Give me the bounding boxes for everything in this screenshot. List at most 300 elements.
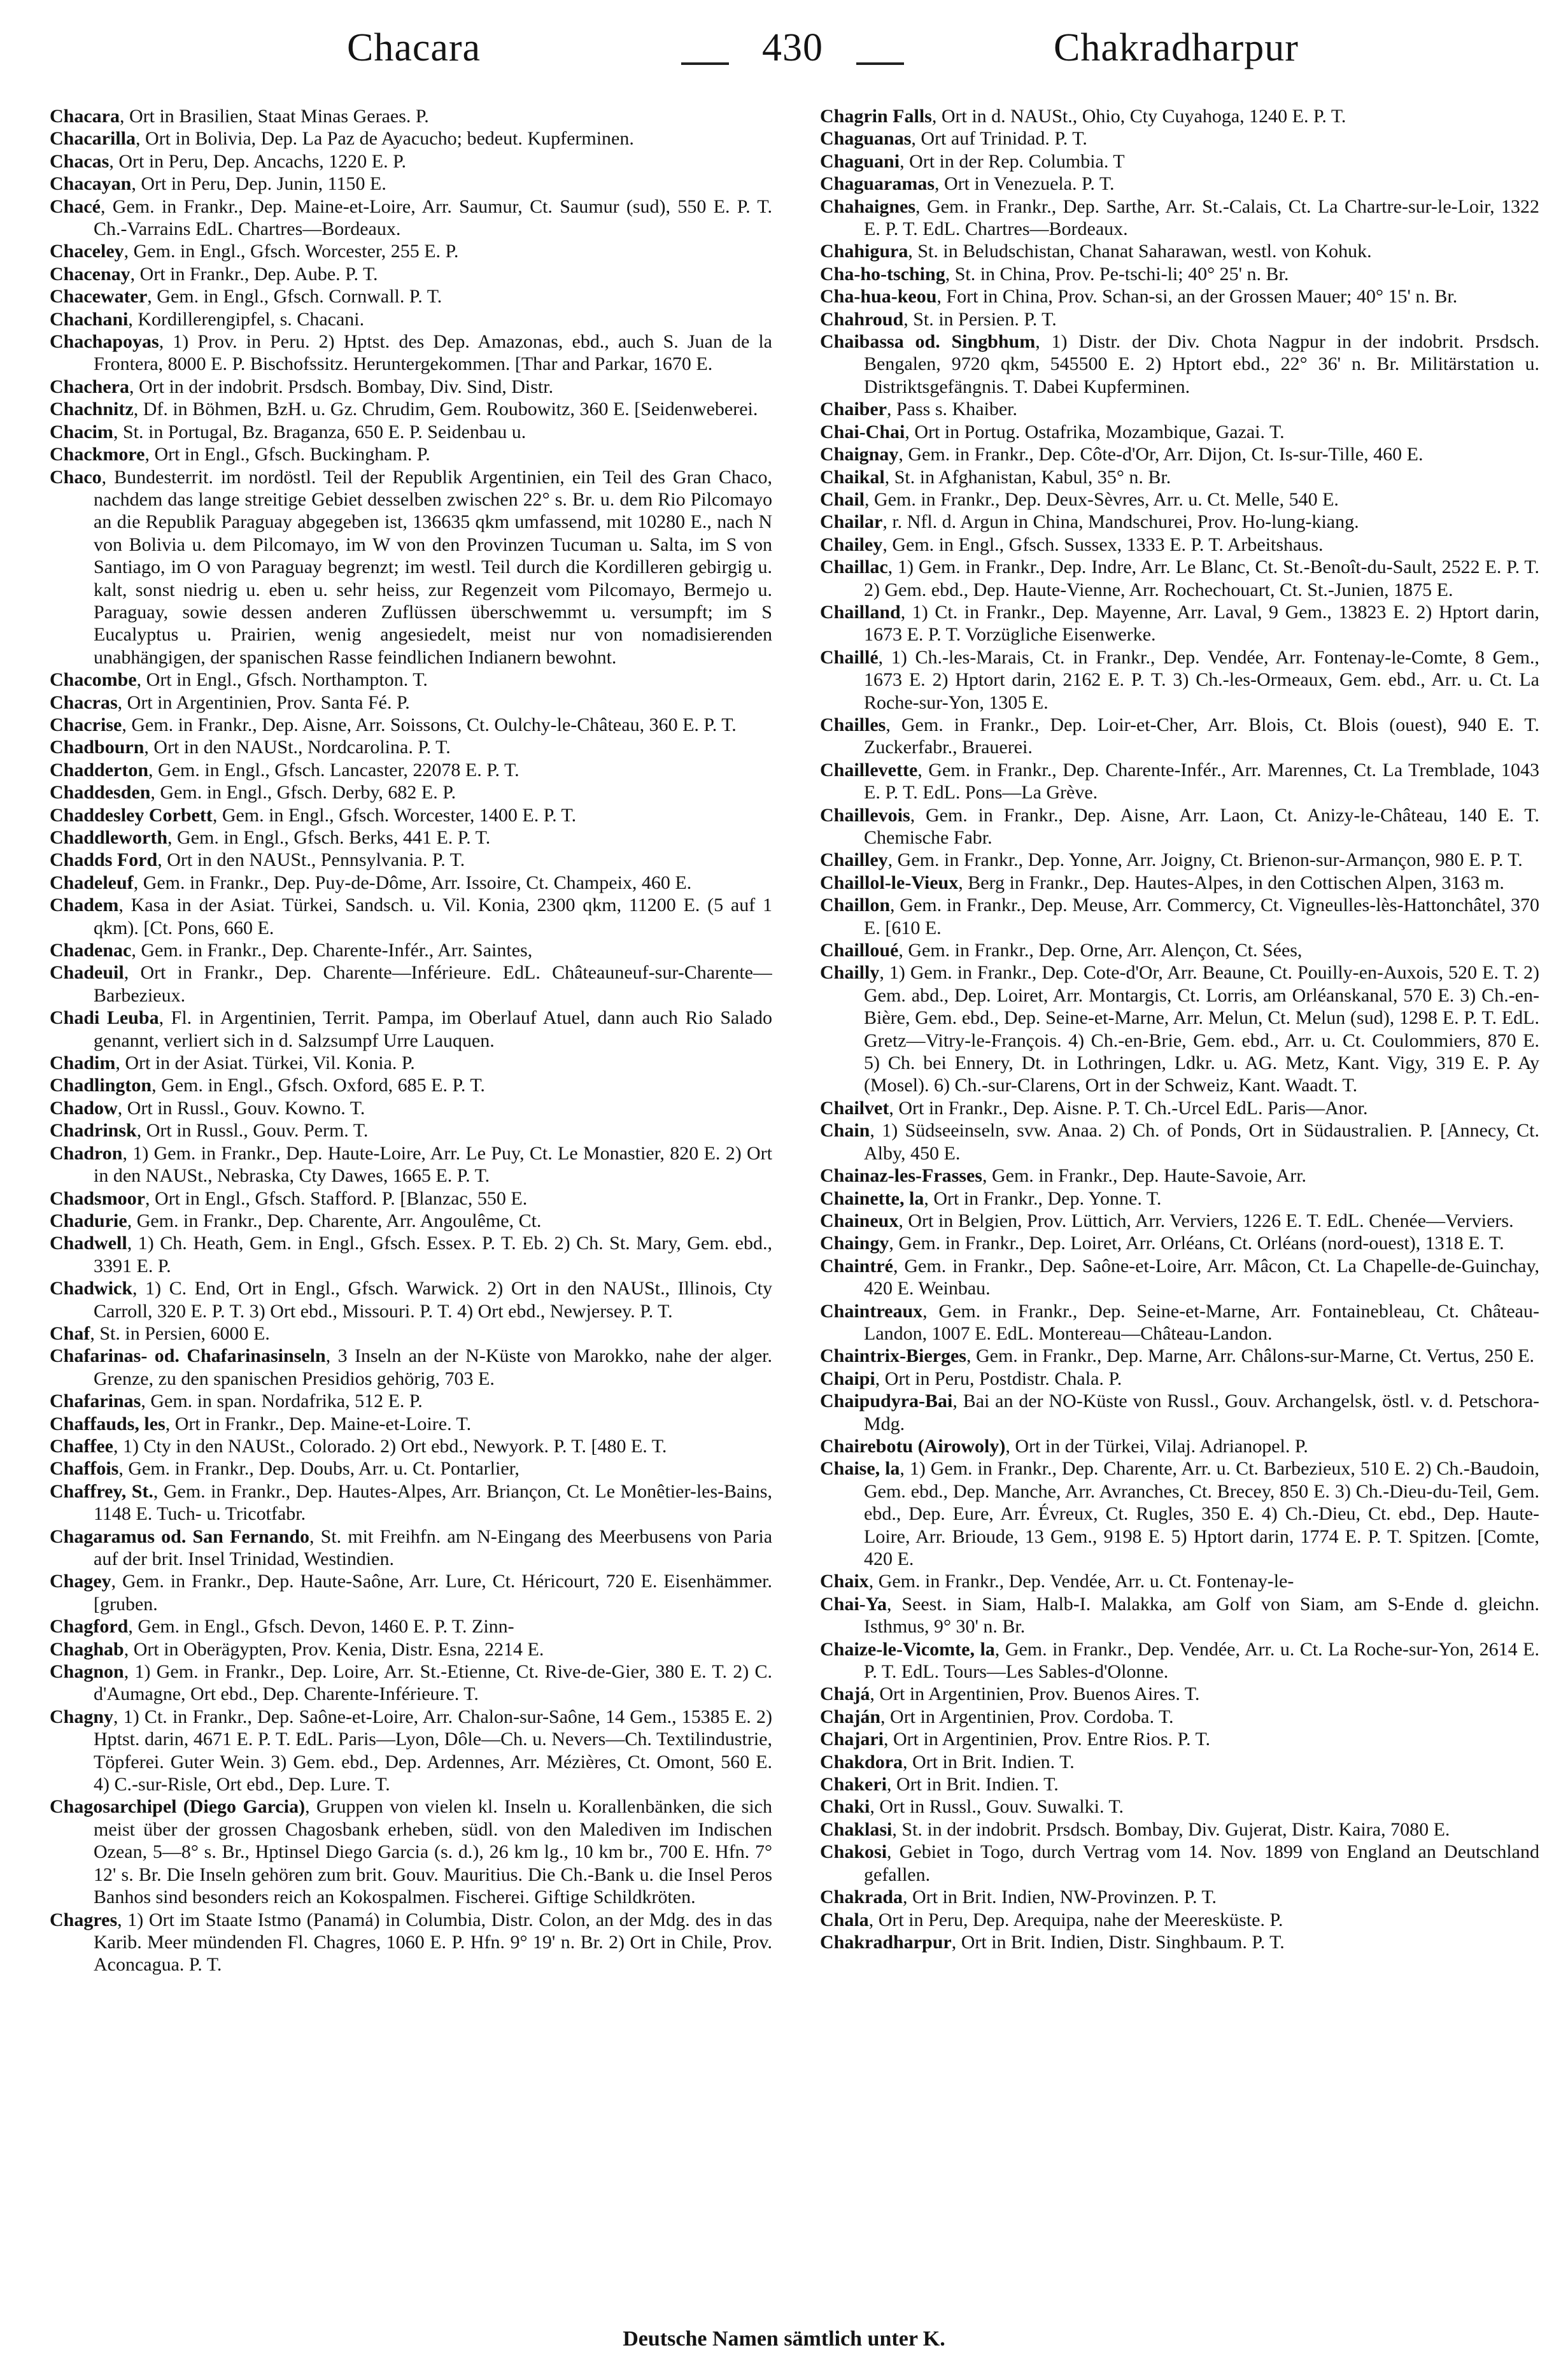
entry-text: , Bundesterrit. im nordöstl. Teil der Republik Argentinien, ein Teil des Gran Chaco, nachdem das lange streitige Gebiet desselben zwischen 22° s. Br. u. dem Rio Pilcomayo an die Republik Paraguay abgegeben ist, 136635 qkm umfassend, mit 10280 E., nach N von Bolivia u. dem Pilcomayo, im W von den Provinzen Tucuman u. Salta, im S von Santiago, im O von Paraguay begrenzt; im westl. Teil durch die Kordilleren gebirgig u. kalt, sonst niedrig u. eben u. sehr heiss, zur Regenzeit vom Pilcomayo, Bermejo u. Paraguay, sowie dessen anderen Zuflüssen überschwemmt u. versumpft; im S Eucalyptus u. Prairien, wenig angesiedelt, meist nur von nomadisierenden unabhängigen, der spanischen Rasse feindlichen Indianern bewohnt.: [94, 466, 772, 668]
dictionary-entry: [50, 714, 772, 736]
entry-text: , Ort in Frankr., Dep. Yonne. T.: [924, 1187, 1162, 1209]
header-first-entry: Chacara: [347, 26, 481, 69]
entry-headword: Chaffrey, St.: [50, 1480, 153, 1502]
dictionary-entry: [50, 330, 772, 376]
entry-headword: Chadem: [50, 895, 119, 916]
dictionary-entry: [820, 1435, 1539, 1457]
entry-text: , Ort in d. NAUSt., Ohio, Cty Cuyahoga, 1240 E. P. T.: [931, 106, 1346, 127]
entry-text: , Gem. in Frankr., Dep. Haute-Saône, Arr. Lure, Ct. Héricourt, 720 E. Eisenhämmer. [gruben.: [94, 1571, 772, 1615]
dictionary-entry: [50, 1413, 772, 1435]
entry-headword: Chahroud: [820, 308, 904, 330]
dictionary-entry: [50, 1119, 772, 1142]
entry-text: , Gem. in Frankr., Dep. Doubs, Arr. u. Ct. Pontarlier,: [118, 1458, 519, 1480]
dictionary-entry: [820, 511, 1539, 533]
entry-text: , Gem. in Frankr., Dep. Deux-Sèvres, Arr. u. Ct. Melle, 540 E.: [865, 488, 1339, 510]
dictionary-entry: [50, 939, 772, 961]
dictionary-entry: [820, 1751, 1539, 1773]
dictionary-entry: [820, 150, 1539, 173]
entry-headword: Chacé: [50, 195, 101, 217]
entry-headword: Chadwell: [50, 1233, 127, 1254]
entry-text: , Ort in der indobrit. Prsdsch. Bombay, Div. Sind, Distr.: [129, 376, 554, 397]
entry-headword: Chadenac: [50, 940, 132, 961]
dictionary-entry: [820, 1119, 1539, 1164]
entry-headword: Chaillevois: [820, 804, 910, 826]
entry-headword: Chacas: [50, 150, 109, 172]
entry-text: , Gem. in Frankr., Dep. Loir-et-Cher, Arr. Blois, Ct. Blois (ouest), 940 E. T. Zuckerfabr., Brauerei.: [864, 714, 1539, 758]
dictionary-entry: [820, 1818, 1539, 1841]
entry-text: , Ort in Peru, Dep. Arequipa, nahe der Meeresküste. P.: [868, 1909, 1283, 1930]
dictionary-entry: [820, 534, 1539, 556]
dictionary-entry: [50, 285, 772, 308]
entry-headword: Chailley: [820, 849, 888, 871]
entry-text: , 1) Ort im Staate Istmo (Panamá) in Columbia, Distr. Colon, an der Mdg. des in das Karib. Meer mündenden Fl. Chagres, 1060 E. P. Hfn. 9° 19' n. Br. 2) Ort in Chile, Prov. Aconcagua. P. T.: [94, 1909, 772, 1976]
entry-text: , Ort in Argentinien, Prov. Entre Rios. P. T.: [884, 1729, 1211, 1750]
entry-headword: Chainaz-les-Frasses: [820, 1165, 982, 1187]
entry-headword: Chaján: [820, 1706, 881, 1727]
entry-text: , 1) Ct. in Frankr., Dep. Saône-et-Loire, Arr. Chalon-sur-Saône, 14 Gem., 15385 E. 2) Hptst. darin, 4671 E. P. T. EdL. Paris—Lyon, Dôle—Ch. u. Nevers—Ch. Textilindustrie, Töpferei. Guter Wein. 3) Gem. ebd., Dep. Ardennes, Arr. Mézières, Ct. Omont, 560 E. 4) C.-sur-Risle, Ort ebd., Dep. Lure. T.: [94, 1706, 772, 1795]
entry-text: , Fort in China, Prov. Schan-si, an der Grossen Mauer; 40° 15' n. Br.: [936, 286, 1458, 308]
entry-text: , Gem. in Frankr., Dep. Marne, Arr. Châlons-sur-Marne, Ct. Vertus, 250 E.: [966, 1345, 1535, 1367]
entry-text: , Ort in Peru, Postdistr. Chala. P.: [875, 1368, 1122, 1389]
entry-headword: Chagny: [50, 1706, 114, 1727]
right-column: [820, 105, 1539, 2308]
entry-headword: Chaceley: [50, 241, 124, 262]
dictionary-entry: [820, 1706, 1539, 1728]
dictionary-entry: [820, 1886, 1539, 1908]
entry-text: , St. in Persien. P. T.: [903, 308, 1057, 330]
dictionary-entry: [820, 1368, 1539, 1390]
dictionary-entry: [820, 1187, 1539, 1210]
entry-text: , 1) Gem. in Frankr., Dep. Haute-Loire, Arr. Le Puy, Ct. Le Monastier, 820 E. 2) Ort in den NAUSt., Nebraska, Cty Dawes, 1665 E. P. T.: [94, 1142, 772, 1187]
dictionary-entry: [820, 195, 1539, 241]
entry-text: , Gem. in Frankr., Dep. Yonne, Arr. Joigny, Ct. Brienon-sur-Armançon, 980 E. P. T.: [887, 849, 1523, 871]
dictionary-entry: [50, 1187, 772, 1210]
entry-headword: Chachapoyas: [50, 331, 159, 353]
entry-headword: Chadlington: [50, 1075, 152, 1096]
dictionary-entry: [50, 127, 772, 150]
entry-headword: Chafarinas- od. Chafarinasinseln: [50, 1345, 326, 1367]
entry-text: , Ort in der Asiat. Türkei, Vil. Konia. P.: [115, 1052, 415, 1074]
entry-headword: Chai-Chai: [820, 421, 905, 442]
dictionary-entry: [50, 1345, 772, 1390]
entry-text: , Gem. in Engl., Gfsch. Devon, 1460 E. P. T. Zinn-: [128, 1616, 514, 1638]
dictionary-entry: [50, 669, 772, 691]
entry-text: , Bai an der NO-Küste von Russl., Gouv. Archangelsk, östl. v. d. Petschora-Mdg.: [864, 1391, 1539, 1434]
dictionary-entry: [50, 1660, 772, 1706]
entry-headword: Chakeri: [820, 1774, 887, 1795]
entry-headword: Chakdora: [820, 1751, 903, 1773]
entry-text: , Gruppen von vielen kl. Inseln u. Korallenbänken, die sich meist über der grossen Chagosbank erheben, südl. von den Malediven im Indischen Ozean, 5—8° s. Br., Hptinsel Diego Garcia (s. d.), 26 km lg., 10 km br., 700 E. Hfn. 7° 12' s. Br. Die Inseln gehören zum brit. Gouv. Mauritius. Die Ch.-Bank u. die Insel Peros Banhos sind besonders reich an Kokospalmen. Fischerei. Giftige Schildkröten.: [94, 1796, 772, 1908]
entry-text: , Gem. in Engl., Gfsch. Worcester, 1400 E. P. T.: [212, 804, 577, 826]
dictionary-entry: [820, 105, 1539, 127]
dictionary-entry: [50, 691, 772, 714]
entry-text: , Ort in Argentinien, Prov. Buenos Aires. T.: [870, 1683, 1200, 1705]
dictionary-entry: [820, 804, 1539, 849]
dictionary-entry: [50, 1232, 772, 1277]
dictionary-entry: [50, 466, 772, 669]
entry-headword: Chailloué: [820, 940, 899, 961]
dictionary-entry: [820, 1931, 1539, 1953]
entry-headword: Chacarilla: [50, 128, 136, 150]
entry-text: , Ort in Russl., Gouv. Suwalki. T.: [870, 1796, 1124, 1818]
entry-headword: Cha-ho-tsching: [820, 263, 945, 285]
entry-headword: Chaineux: [820, 1210, 899, 1231]
dictionary-entry: [50, 1322, 772, 1345]
dictionary-entry: [820, 601, 1539, 646]
entry-headword: Chadurie: [50, 1210, 127, 1231]
entry-headword: Chagey: [50, 1571, 111, 1592]
entry-text: , 1) Gem. in Frankr., Dep. Charente, Arr. u. Ct. Barbezieux, 510 E. 2) Ch.-Baudoin, Gem. ebd., Dep. Manche, Arr. Avranches, Ct. Brecey, 850 E. 3) Ch.-Dieu-du-Teil, Gem. ebd., Dep. Eure, Arr. Évreux, Ct. Rugles, 350 E. 4) Ch.-Dieu, Ct. ebd., Dep. Haute-Loire, Arr. Brioude, 13 Gem., 9198 E. 5) Hptort darin, 1774 E. P. T. Spitzen. [Comte, 420 E.: [864, 1458, 1539, 1569]
dictionary-entry: [820, 1638, 1539, 1683]
dictionary-entry: [820, 308, 1539, 330]
entry-headword: Chaguanas: [820, 128, 912, 150]
entry-text: , Ort in den NAUSt., Pennsylvania. P. T.: [157, 849, 465, 871]
entry-headword: Chadwick: [50, 1278, 133, 1299]
entry-text: , Ort in Frankr., Dep. Maine-et-Loire. T.: [165, 1413, 472, 1434]
entry-text: , Gem. in Frankr., Dep. Côte-d'Or, Arr. Dijon, Ct. Is-sur-Tille, 460 E.: [898, 444, 1423, 465]
dictionary-entry: [50, 263, 772, 285]
entry-text: , Gem. in Engl., Gfsch. Derby, 682 E. P.: [150, 782, 456, 803]
entry-text: , Fl. in Argentinien, Territ. Pampa, im Oberlauf Atuel, dann auch Rio Salado genannt, verliert sich in d. Salzsumpf Urre Lauquen.: [94, 1007, 772, 1051]
entry-text: , Gem. in span. Nordafrika, 512 E. P.: [141, 1391, 423, 1412]
entry-headword: Chagnon: [50, 1661, 124, 1683]
entry-headword: Chaghab: [50, 1638, 124, 1660]
dictionary-entry: [50, 308, 772, 330]
dictionary-entry: [50, 849, 772, 871]
entry-text: , Pass s. Khaiber.: [887, 399, 1017, 420]
entry-text: , Ort in Frankr., Dep. Aisne. P. T. Ch.-Urcel EdL. Paris—Anor.: [889, 1097, 1368, 1119]
entry-headword: Chaklasi: [820, 1818, 893, 1840]
entry-text: , Ort in Frankr., Dep. Aube. P. T.: [130, 263, 378, 285]
dictionary-entry: [50, 1909, 772, 1976]
entry-text: , Gem. in Frankr., Dep. Sarthe, Arr. St.-Calais, Ct. La Chartre-sur-le-Loir, 1322 E. P. T. EdL. Chartres—Bordeaux.: [864, 195, 1539, 240]
entry-headword: Chaffauds, les: [50, 1413, 166, 1434]
entry-text: , Df. in Böhmen, BzH. u. Gz. Chrudim, Gem. Roubowitz, 360 E. [Seidenweberei.: [133, 399, 758, 420]
entry-text: , Gem. in Frankr., Dep. Seine-et-Marne, Arr. Fontainebleau, Ct. Château-Landon, 1007 E. EdL. Montereau—Château-Landon.: [864, 1300, 1539, 1344]
dictionary-entry: [820, 1255, 1539, 1300]
dictionary-entry: [50, 872, 772, 894]
dictionary-entry: [820, 1683, 1539, 1705]
entry-headword: Chaize-le-Vicomte, la: [820, 1638, 995, 1660]
entry-headword: Chaffois: [50, 1458, 119, 1480]
entry-text: , Gem. in Engl., Gfsch. Cornwall. P. T.: [147, 286, 442, 308]
entry-text: , Gem. in Frankr., Dep. Saône-et-Loire, Arr. Mâcon, Ct. La Chapelle-de-Guinchay, 420 E. Weinbau.: [864, 1255, 1539, 1299]
dictionary-entry: [820, 1773, 1539, 1795]
entry-headword: Chairebotu (Airowoly): [820, 1435, 1006, 1457]
dictionary-entry: [50, 894, 772, 939]
entry-text: , Ort in Brit. Indien. T.: [903, 1751, 1075, 1773]
entry-text: , St. in Portugal, Bz. Braganza, 650 E. P. Seidenbau u.: [113, 421, 526, 442]
entry-headword: Chaintrix-Bierges: [820, 1345, 966, 1367]
dictionary-entry: [50, 1435, 772, 1457]
dictionary-entry: [820, 398, 1539, 420]
entry-headword: Chadsmoor: [50, 1187, 146, 1209]
entry-text: , Gem. in Engl., Gfsch. Lancaster, 22078 E. P. T.: [148, 759, 519, 781]
dictionary-entry: [50, 1390, 772, 1412]
dictionary-entry: [820, 1232, 1539, 1254]
entry-text: , St. in Persien, 6000 E.: [90, 1322, 270, 1344]
entry-text: , Ort in Engl., Gfsch. Buckingham. P.: [145, 444, 430, 465]
entry-headword: Chacim: [50, 421, 113, 442]
page-number: 430: [762, 26, 823, 69]
dictionary-entry: [820, 1457, 1539, 1570]
entry-text: , Ort in Oberägypten, Prov. Kenia, Distr. Esna, 2214 E.: [124, 1638, 544, 1660]
dictionary-entry: [820, 240, 1539, 262]
entry-text: , 1) Südseeinseln, svw. Anaa. 2) Ch. of Ponds, Ort in Südaustralien. P. [Annecy, Ct. Alby, 450 E.: [864, 1120, 1539, 1164]
entry-text: , Berg in Frankr., Dep. Hautes-Alpes, in den Cottischen Alpen, 3163 m.: [958, 872, 1504, 893]
entry-headword: Chaguani: [820, 150, 900, 172]
dictionary-entry: [820, 466, 1539, 488]
entry-text: , Ort in Brasilien, Staat Minas Geraes. P.: [119, 106, 429, 127]
entry-headword: Chailvet: [820, 1097, 889, 1119]
entry-headword: Chaix: [820, 1571, 869, 1592]
entry-text: , St. in der indobrit. Prsdsch. Bombay, Div. Gujerat, Distr. Kaira, 7080 E.: [892, 1818, 1450, 1840]
entry-text: , Kasa in der Asiat. Türkei, Sandsch. u. Vil. Konia, 2300 qkm, 11200 E. (5 auf 1 qkm). [Ct. Pons, 660 E.: [94, 895, 772, 938]
entry-headword: Chailly: [820, 962, 880, 984]
dictionary-entry: [50, 150, 772, 173]
entry-headword: Chagres: [50, 1909, 118, 1930]
dictionary-entry: [50, 1795, 772, 1908]
dictionary-entry: [820, 1390, 1539, 1435]
entry-text: , 1) Prov. in Peru. 2) Hptst. des Dep. Amazonas, ebd., auch S. Juan de la Frontera, 8000 E. P. Bischofssitz. Heruntergekommen. [Thar and Parkar, 1670 E.: [94, 331, 772, 375]
entry-headword: Chain: [820, 1120, 870, 1142]
entry-text: , St. in Afghanistan, Kabul, 35° n. Br.: [884, 466, 1171, 488]
dictionary-entry: [820, 173, 1539, 195]
dictionary-entry: [50, 961, 772, 1007]
entry-text: , Ort in der Türkei, Vilaj. Adrianopel. P.: [1005, 1435, 1308, 1457]
entry-text: , Ort in Argentinien, Prov. Cordoba. T.: [880, 1706, 1174, 1727]
entry-headword: Chacrise: [50, 714, 122, 735]
entry-headword: Chahaignes: [820, 195, 916, 217]
entry-headword: Chagosarchipel (Diego Garcia): [50, 1796, 306, 1818]
entry-headword: Chackmore: [50, 444, 145, 465]
entry-headword: Chaillé: [820, 646, 879, 668]
entry-headword: Chaipudyra-Bai: [820, 1391, 953, 1412]
dictionary-entry: [820, 1570, 1539, 1592]
entry-text: , St. in China, Prov. Pe-tschi-li; 40° 25' n. Br.: [945, 263, 1289, 285]
entry-text: , Ort in Brit. Indien, NW-Provinzen. P. T.: [903, 1886, 1217, 1908]
dictionary-entry: [820, 759, 1539, 804]
entry-text: , Seest. in Siam, Halb-I. Malakka, am Golf von Siam, am S-Ende d. gleichn. Isthmus, 9° 30' n. Br.: [864, 1593, 1539, 1638]
entry-headword: Chadrinsk: [50, 1120, 137, 1142]
entry-text: , Ort in der Rep. Columbia. T: [900, 150, 1125, 172]
dictionary-entry: [820, 849, 1539, 871]
dictionary-entry: [820, 714, 1539, 759]
dictionary-entry: [50, 1706, 772, 1796]
dictionary-entry: [820, 443, 1539, 465]
dictionary-entry: [820, 421, 1539, 443]
entry-headword: Chaco: [50, 466, 102, 488]
entry-headword: Chacewater: [50, 286, 148, 308]
entry-headword: Chacombe: [50, 669, 137, 691]
dictionary-entry: [50, 195, 772, 241]
dictionary-entry: [50, 1007, 772, 1052]
entry-text: , 1) Gem. in Frankr., Dep. Cote-d'Or, Arr. Beaune, Ct. Pouilly-en-Auxois, 520 E. T. 2) Gem. abd., Dep. Loiret, Arr. Montargis, Ct. Lorris, am Orléanskanal, 570 E. 3) Ch.-en-Bière, Gem. ebd., Dep. Seine-et-Marne, Arr. Melun, Ct. Melun (sud), 1298 E. P. T. EdL. Gretz—Vitry-le-François. 4) Ch.-en-Brie, Gem. ebd., Arr. u. Ct. Coulommiers, 870 E. 5) Ch. bei Ennery, Dt. in Lothringen, Ldkr. u. AG. Metz, Kant. Vigy, 319 E. P. Ay (Mosel). 6) Ch.-sur-Clarens, Ort in der Schweiz, Kant. Waadt. T.: [864, 962, 1539, 1096]
entry-text: , Ort in Belgien, Prov. Lüttich, Arr. Verviers, 1226 E. T. EdL. Chenée—Verviers.: [898, 1210, 1514, 1231]
dictionary-entry: [50, 1142, 772, 1187]
entry-headword: Chail: [820, 488, 865, 510]
entry-text: , St. in Beludschistan, Chanat Saharawan, westl. von Kohuk.: [908, 241, 1372, 262]
left-column: [50, 105, 772, 2308]
entry-text: , 1) Distr. der Div. Chota Nagpur in der indobrit. Prsdsch. Bengalen, 9720 qkm, 545500 E. 2) Hptort ebd., 22° 36' n. Br. Militärstation u. Distriktsgefängnis. T. Dabei Kupferminen.: [864, 331, 1539, 397]
entry-headword: Chaddesden: [50, 782, 151, 803]
entry-text: , 1) Gem. in Frankr., Dep. Loire, Arr. St.-Etienne, Ct. Rive-de-Gier, 380 E. T. 2) C. d'Aumagne, Ort ebd., Dep. Charente-Inférieure. T.: [94, 1661, 772, 1705]
dictionary-entry: [50, 376, 772, 398]
entry-text: , Gem. in Frankr., Dep. Charente, Arr. Angoulême, Ct.: [127, 1210, 542, 1231]
dictionary-entry: [50, 1097, 772, 1119]
entry-text: , Ort in Russl., Gouv. Kowno. T.: [117, 1097, 365, 1119]
entry-text: , 1) Ch. Heath, Gem. in Engl., Gfsch. Essex. P. T. Eb. 2) Ch. St. Mary, Gem. ebd., 3391 E. P.: [94, 1233, 772, 1277]
entry-text: , Ort in Venezuela. P. T.: [935, 173, 1115, 195]
entry-text: , 1) Ch.-les-Marais, Ct. in Frankr., Dep. Vendée, Arr. Fontenay-le-Comte, 8 Gem., 1673 E. 2) Hptort darin, 2162 E. P. T. 3) Ch.-les-Ormeaux, Gem. ebd., Arr. u. Ct. La Roche-sur-Yon, 1305 E.: [864, 646, 1539, 713]
dictionary-entry: [820, 1210, 1539, 1232]
entry-text: , 1) C. End, Ort in Engl., Gfsch. Warwick. 2) Ort in den NAUSt., Illinois, Cty Carroll, 320 E. P. T. 3) Ort ebd., Missouri. P. T. 4) Ort ebd., Newjersey. P. T.: [94, 1278, 772, 1322]
entry-text: , Gem. in Frankr., Dep. Charente-Infér., Arr. Saintes,: [131, 940, 533, 961]
entry-headword: Chakrada: [820, 1886, 903, 1908]
entry-headword: Chacara: [50, 106, 120, 127]
entry-headword: Chaki: [820, 1796, 870, 1818]
entry-text: , Gem. in Frankr., Dep. Hautes-Alpes, Arr. Briançon, Ct. Le Monêtier-les-Bains, 1148 E. Tuch- u. Tricotfabr.: [94, 1480, 772, 1525]
dictionary-entry: [820, 1841, 1539, 1886]
entry-text: , Gem. in Frankr., Dep. Maine-et-Loire, Arr. Saumur, Ct. Saumur (sud), 550 E. P. T. Ch.-Varrains EdL. Chartres—Bordeaux.: [94, 195, 772, 240]
entry-text: , Ort in Argentinien, Prov. Santa Fé. P.: [117, 691, 410, 713]
entry-headword: Chadeleuf: [50, 872, 134, 893]
entry-text: , Gem. in Engl., Gfsch. Oxford, 685 E. P. T.: [152, 1075, 485, 1096]
dictionary-entry: [50, 804, 772, 826]
entry-headword: Chaf: [50, 1322, 90, 1344]
dictionary-entry: [820, 1097, 1539, 1119]
entry-text: , Ort in Engl., Gfsch. Northampton. T.: [136, 669, 428, 691]
dictionary-entry: [820, 127, 1539, 150]
entry-headword: Chadbourn: [50, 737, 145, 758]
entry-text: , Gem. in Frankr., Dep. Vendée, Arr. u. Ct. La Roche-sur-Yon, 2614 E. P. T. EdL. Tours—Les Sables-d'Olonne.: [864, 1638, 1539, 1683]
dictionary-entry: [50, 1210, 772, 1232]
dictionary-entry: [820, 1909, 1539, 1931]
entry-headword: Chadeuil: [50, 962, 124, 984]
entry-text: , Ort in Brit. Indien. T.: [887, 1774, 1059, 1795]
entry-text: , Gem. in Frankr., Dep. Meuse, Arr. Commercy, Ct. Vigneulles-lès-Hattonchâtel, 370 E. [610 E.: [864, 895, 1539, 938]
entry-text: , Ort in Peru, Dep. Ancachs, 1220 E. P.: [109, 150, 406, 172]
entry-headword: Chadron: [50, 1142, 123, 1164]
entry-text: , Gem. in Frankr., Dep. Aisne, Arr. Soissons, Ct. Oulchy-le-Château, 360 E. P. T.: [122, 714, 737, 735]
entry-headword: Chagaramus od. San Fernando: [50, 1525, 310, 1547]
entry-headword: Chaddesley Corbett: [50, 804, 213, 826]
dictionary-entry: [820, 1795, 1539, 1818]
dictionary-entry: [50, 421, 772, 443]
dictionary-entry: [50, 240, 772, 262]
header-dash-right: [856, 62, 904, 65]
dictionary-entry: [820, 1593, 1539, 1638]
entry-headword: Chagford: [50, 1616, 129, 1638]
dictionary-entry: [50, 1457, 772, 1480]
entry-text: , Ort in Brit. Indien, Distr. Singhbaum. P. T.: [951, 1931, 1285, 1953]
entry-headword: Chadim: [50, 1052, 116, 1074]
entry-text: , St. mit Freihfn. am N-Eingang des Meerbusens von Paria auf der brit. Insel Trinidad, Westindien.: [94, 1525, 772, 1569]
entry-headword: Chachnitz: [50, 399, 134, 420]
entry-headword: Chaintreaux: [820, 1300, 923, 1322]
entry-text: , Gem. in Frankr., Dep. Loiret, Arr. Orléans, Ct. Orléans (nord-ouest), 1318 E. T.: [889, 1233, 1504, 1254]
dictionary-entry: [820, 646, 1539, 714]
entry-headword: Chacayan: [50, 173, 132, 195]
entry-text: , r. Nfl. d. Argun in China, Mandschurei, Prov. Ho-lung-kiang.: [882, 511, 1359, 533]
entry-text: , Gem. in Frankr., Dep. Haute-Savoie, Arr.: [982, 1165, 1307, 1187]
entry-text: , Gem. in Frankr., Dep. Vendée, Arr. u. Ct. Fontenay-le-: [868, 1571, 1294, 1592]
dictionary-entry: [820, 1164, 1539, 1187]
entry-text: , Ort in den NAUSt., Nordcarolina. P. T.: [144, 737, 451, 758]
entry-text: , Ort in Engl., Gfsch. Stafford. P. [Blanzac, 550 E.: [145, 1187, 528, 1209]
entry-headword: Chaintré: [820, 1255, 893, 1277]
dictionary-entry: [50, 398, 772, 420]
entry-text: , Ort in Russl., Gouv. Perm. T.: [136, 1120, 369, 1142]
dictionary-entry: [820, 872, 1539, 894]
dictionary-entry: [820, 961, 1539, 1096]
entry-headword: Chachera: [50, 376, 129, 397]
entry-headword: Chailey: [820, 534, 883, 555]
entry-headword: Chaguaramas: [820, 173, 935, 195]
dictionary-entry: [50, 1570, 772, 1615]
entry-headword: Chadds Ford: [50, 849, 158, 871]
entry-headword: Chadi Leuba: [50, 1007, 159, 1029]
entry-headword: Chajari: [820, 1729, 884, 1750]
dictionary-entry: [820, 894, 1539, 939]
entry-headword: Chadderton: [50, 759, 149, 781]
entry-text: , Gebiet in Togo, durch Vertrag vom 14. Nov. 1899 von England an Deutschland gefallen.: [864, 1841, 1539, 1885]
dictionary-entry: [50, 781, 772, 803]
entry-text: , 1) Gem. in Frankr., Dep. Indre, Arr. Le Blanc, Ct. St.-Benoît-du-Sault, 2522 E. P. T. 2) Gem. ebd., Dep. Haute-Vienne, Arr. Rochechouart, Ct. St.-Junien, 1875 E.: [864, 556, 1539, 600]
dictionary-entry: [820, 488, 1539, 511]
entry-text: , Ort in Peru, Dep. Junin, 1150 E.: [131, 173, 386, 195]
entry-text: , Ort in Bolivia, Dep. La Paz de Ayacucho; bedeut. Kupferminen.: [136, 128, 634, 150]
entry-headword: Chaibassa od. Singbhum: [820, 331, 1036, 353]
entry-text: , Gem. in Frankr., Dep. Charente-Infér., Arr. Marennes, Ct. La Tremblade, 1043 E. P. T. EdL. Pons—La Grève.: [864, 759, 1539, 803]
entry-headword: Cha-hua-keou: [820, 286, 937, 308]
entry-text: , Ort auf Trinidad. P. T.: [911, 128, 1087, 150]
entry-text: , Ort in Frankr., Dep. Charente—Inférieure. EdL. Châteauneuf-sur-Charente—Barbezieux.: [94, 962, 772, 1006]
entry-text: , Ort in Portug. Ostafrika, Mozambique, Gazai. T.: [905, 421, 1285, 442]
dictionary-entry: [50, 1615, 772, 1638]
entry-headword: Chaillol-le-Vieux: [820, 872, 959, 893]
entry-text: , Gem. in Engl., Gfsch. Sussex, 1333 E. P. T. Arbeitshaus.: [882, 534, 1324, 555]
entry-headword: Chaillac: [820, 556, 888, 578]
entry-headword: Chachani: [50, 308, 129, 330]
entry-headword: Chainette, la: [820, 1187, 924, 1209]
dictionary-entry: [50, 1052, 772, 1074]
entry-headword: Chala: [820, 1909, 869, 1930]
entry-text: , Gem. in Frankr., Dep. Orne, Arr. Alençon, Ct. Sées,: [898, 940, 1303, 961]
entry-text: , Gem. in Engl., Gfsch. Berks, 441 E. P. T.: [167, 827, 491, 848]
dictionary-entry: [820, 939, 1539, 961]
dictionary-entry: [50, 1480, 772, 1525]
entry-headword: Chakosi: [820, 1841, 887, 1863]
entry-headword: Chadow: [50, 1097, 118, 1119]
entry-headword: Chagrin Falls: [820, 106, 932, 127]
entry-headword: Chacenay: [50, 263, 131, 285]
dictionary-entry: [820, 330, 1539, 398]
entry-headword: Chaillevette: [820, 759, 918, 781]
page-footer-note: Deutsche Namen sämtlich unter K.: [623, 2327, 945, 2351]
dictionary-entry: [50, 443, 772, 465]
dictionary-entry: [50, 105, 772, 127]
dictionary-entry: [50, 173, 772, 195]
entry-text: , 3 Inseln an der N-Küste von Marokko, nahe der alger. Grenze, zu den spanischen Presidios gehörig, 703 E.: [94, 1345, 772, 1389]
entry-headword: Chacras: [50, 691, 118, 713]
entry-headword: Chakradharpur: [820, 1931, 952, 1953]
entry-headword: Chaise, la: [820, 1458, 900, 1480]
dictionary-entry: [50, 1525, 772, 1571]
entry-headword: Chaipi: [820, 1368, 875, 1389]
entry-headword: Chaingy: [820, 1233, 889, 1254]
dictionary-entry: [50, 1074, 772, 1096]
